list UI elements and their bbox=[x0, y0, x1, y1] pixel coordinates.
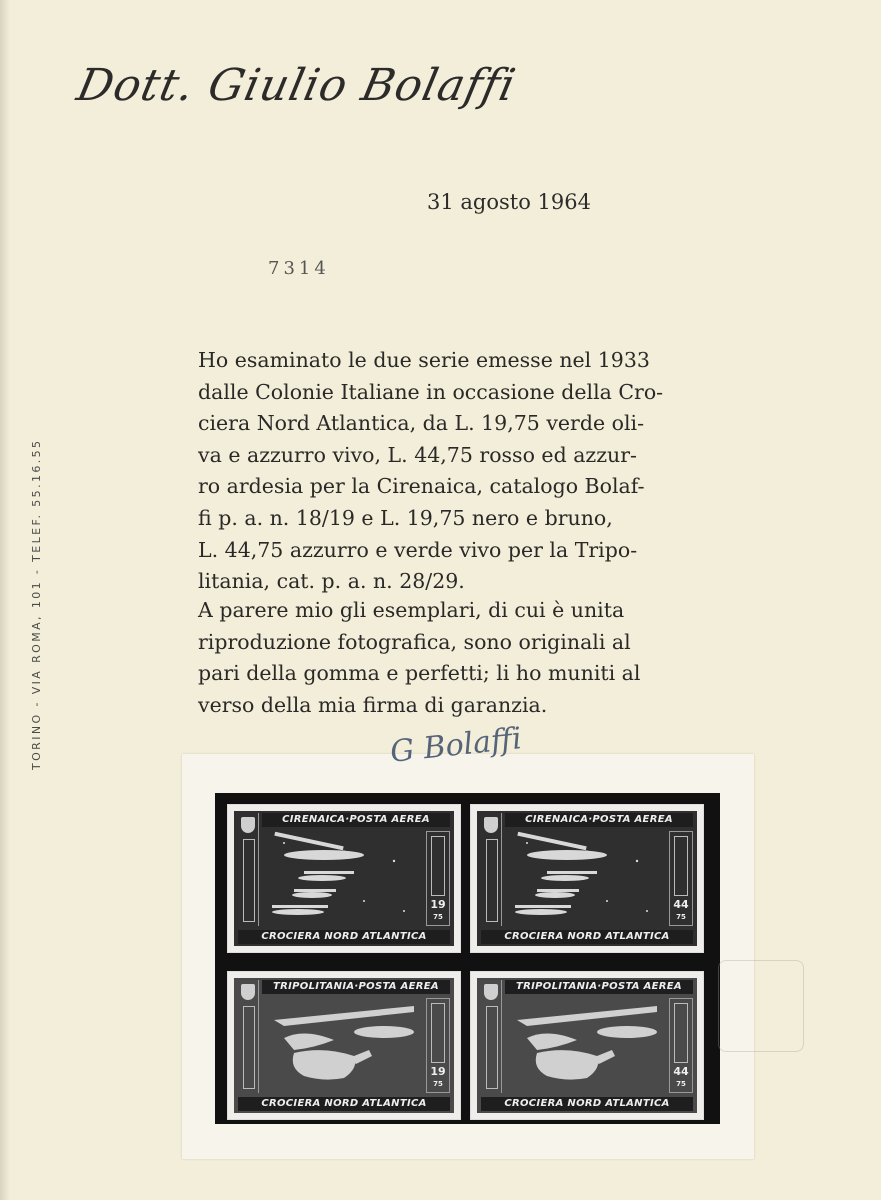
text-line: L. 44,75 azzurro e verde vivo per la Tripo- bbox=[198, 537, 638, 562]
text-line: litania, cat. p. a. n. 28/29. bbox=[198, 569, 465, 594]
certificate-date: 31 agosto 1964 bbox=[427, 190, 591, 214]
fasces-icon bbox=[486, 1006, 498, 1089]
stamp-bottom-label: CROCIERA NORD ATLANTICA bbox=[238, 1097, 450, 1111]
stamp-value: 44 75 bbox=[673, 898, 689, 921]
stamp-cirenaica-44-75 bbox=[470, 804, 704, 953]
stamp-value-panel bbox=[669, 998, 693, 1093]
stamp-top-label: TRIPOLITANIA·POSTA AEREA bbox=[262, 980, 450, 994]
crest-icon bbox=[484, 817, 498, 833]
text-line: ciera Nord Atlantica, da L. 19,75 verde oli- bbox=[198, 411, 644, 436]
stamp-frame bbox=[234, 978, 454, 1113]
text-line: dalle Colonie Italiane in occasione della Cro- bbox=[198, 379, 664, 404]
stamp-left-panel bbox=[238, 980, 259, 1093]
stamp-left-panel bbox=[238, 813, 259, 926]
stamp-value-panel bbox=[426, 831, 450, 926]
verso-signature: G Bolaffi bbox=[388, 721, 524, 770]
crest-icon bbox=[241, 817, 255, 833]
side-address: TORINO - VIA ROMA, 101 - TELEF. 55.16.55 bbox=[30, 438, 43, 770]
stamp-scene-planes bbox=[264, 831, 424, 926]
stamp-tripolitania-44-75 bbox=[470, 971, 704, 1120]
stamp-value-panel bbox=[426, 998, 450, 1093]
opinion-paragraph bbox=[198, 595, 758, 721]
stamp-value: 19 75 bbox=[430, 898, 446, 921]
paper-edge bbox=[0, 0, 10, 1200]
embossed-seal bbox=[718, 960, 804, 1052]
stamp-top-label: CIRENAICA·POSTA AEREA bbox=[262, 813, 450, 827]
stamp-top-label: CIRENAICA·POSTA AEREA bbox=[505, 813, 693, 827]
text-line: riproduzione fotografica, sono originali al bbox=[198, 629, 631, 654]
stamp-bottom-label: CROCIERA NORD ATLANTICA bbox=[481, 930, 693, 944]
crest-icon bbox=[484, 984, 498, 1000]
text-line: A parere mio gli esemplari, di cui è unita bbox=[198, 598, 625, 622]
stamp-value: 19 75 bbox=[430, 1065, 446, 1088]
stamp-frame bbox=[234, 811, 454, 946]
stamp-cirenaica-19-75 bbox=[227, 804, 461, 953]
stamp-scene-planes bbox=[507, 831, 667, 926]
stamp-scene-pegasus bbox=[264, 998, 424, 1093]
text-line: verso della mia firma di garanzia. bbox=[198, 692, 548, 717]
stamp-top-label: TRIPOLITANIA·POSTA AEREA bbox=[505, 980, 693, 994]
era-label bbox=[431, 1003, 445, 1063]
text-line: ro ardesia per la Cirenaica, catalogo Bolaf- bbox=[198, 474, 645, 499]
fasces-icon bbox=[243, 1006, 255, 1089]
stamp-frame bbox=[477, 811, 697, 946]
stamp-value-panel bbox=[669, 831, 693, 926]
text-line: fi p. a. n. 18/19 e L. 19,75 nero e bruno, bbox=[198, 505, 613, 530]
fasces-icon bbox=[243, 839, 255, 922]
stamp-frame bbox=[477, 978, 697, 1113]
era-label bbox=[674, 836, 688, 896]
text-line: va e azzurro vivo, L. 44,75 rosso ed azzur- bbox=[198, 442, 637, 467]
era-label bbox=[674, 1003, 688, 1063]
fasces-icon bbox=[486, 839, 498, 922]
stamp-scene-pegasus bbox=[507, 998, 667, 1093]
crest-icon bbox=[241, 984, 255, 1000]
text-line: Ho esaminato le due serie emesse nel 1933 bbox=[198, 348, 650, 372]
stamp-bottom-label: CROCIERA NORD ATLANTICA bbox=[238, 930, 450, 944]
certificate-number: 7314 bbox=[268, 258, 330, 279]
stamp-value: 44 75 bbox=[673, 1065, 689, 1088]
stamp-left-panel bbox=[481, 980, 502, 1093]
examination-paragraph bbox=[198, 345, 758, 598]
text-line: pari della gomma e perfetti; li ho muniti al bbox=[198, 661, 641, 686]
era-label bbox=[431, 836, 445, 896]
letterhead-signature: Dott. Giulio Bolaffi bbox=[72, 60, 521, 111]
stamp-bottom-label: CROCIERA NORD ATLANTICA bbox=[481, 1097, 693, 1111]
stamp-tripolitania-19-75 bbox=[227, 971, 461, 1120]
stamp-left-panel bbox=[481, 813, 502, 926]
